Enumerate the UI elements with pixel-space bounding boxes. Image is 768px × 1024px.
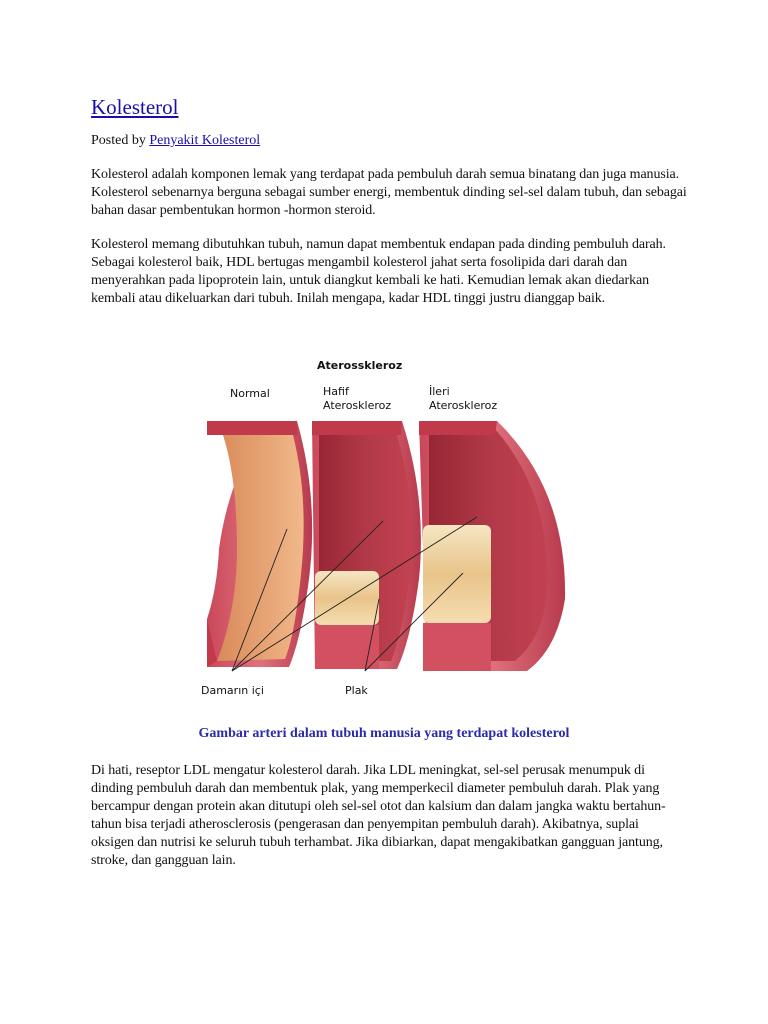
label-mild-line2: Ateroskleroz	[323, 399, 392, 412]
blog-post	[91, 94, 691, 324]
paragraph-2: Kolesterol memang dibutuhkan tubuh, namun dapat membentuk endapan pada dinding pembuluh darah. Sebagai kolesterol baik, HDL bertugas mengambil kolesterol jahat serta fosolipida dari darah dan menyerahkan pada lipoprotein lain, untuk diangkut kembali ke hati. Kemudian lemak akan diedarkan kembali atau dikeluarkan dari tubuh. Inilah mengapa, kadar HDL tinggi justru dianggap baik.	[91, 237, 666, 306]
paragraph-3-container	[91, 762, 681, 886]
paragraph-1: Kolesterol adalah komponen lemak yang terdapat pada pembuluh darah semua binatang dan juga manusia. Kolesterol sebenarnya berguna sebagai sumber energi, membentuk dinding sel-sel dalam tubuh, dan sebagai bahan dasar pembentukan hormon -hormon steroid.	[91, 167, 687, 218]
figure-caption: Gambar arteri dalam tubuh manusia yang terdapat kolesterol	[198, 726, 570, 741]
byline	[91, 132, 691, 150]
label-advanced-line1: İleri	[429, 385, 450, 398]
label-advanced-line2: Ateroskleroz	[429, 399, 498, 412]
artery-advanced	[419, 421, 565, 671]
post-title-link[interactable]: Kolesterol	[91, 95, 179, 119]
label-lumen: Damarın içi	[201, 684, 264, 697]
artery-illustration	[197, 349, 577, 709]
posted-by-label: Posted by	[91, 133, 146, 148]
label-mild-line1: Hafif	[323, 385, 349, 398]
label-plaque: Plak	[345, 684, 368, 697]
author-link[interactable]: Penyakit Kolesterol	[149, 133, 261, 148]
plaque-advanced	[423, 525, 491, 623]
label-normal: Normal	[230, 387, 270, 400]
paragraph-3: Di hati, reseptor LDL mengatur kolesterol darah. Jika LDL meningkat, sel-sel perusak menumpuk di dinding pembuluh darah dan membentuk plak, yang memperkecil diameter pembuluh darah. Plak yang bercampur dengan protein akan ditutupi oleh sel-sel otot dan kalsium dan dalam jangka waktu bertahun-tahun bisa terjadi atherosclerosis (pengerasan dan penyempitan pembuluh darah). Akibatnya, suplai oksigen dan nutrisi ke seluruh tubuh terhambat. Jika dibiarkan, dapat mengakibatkan gangguan jantung, stroke, dan gangguan lain.	[91, 763, 666, 868]
figure-title: Aterosskleroz	[317, 359, 403, 372]
